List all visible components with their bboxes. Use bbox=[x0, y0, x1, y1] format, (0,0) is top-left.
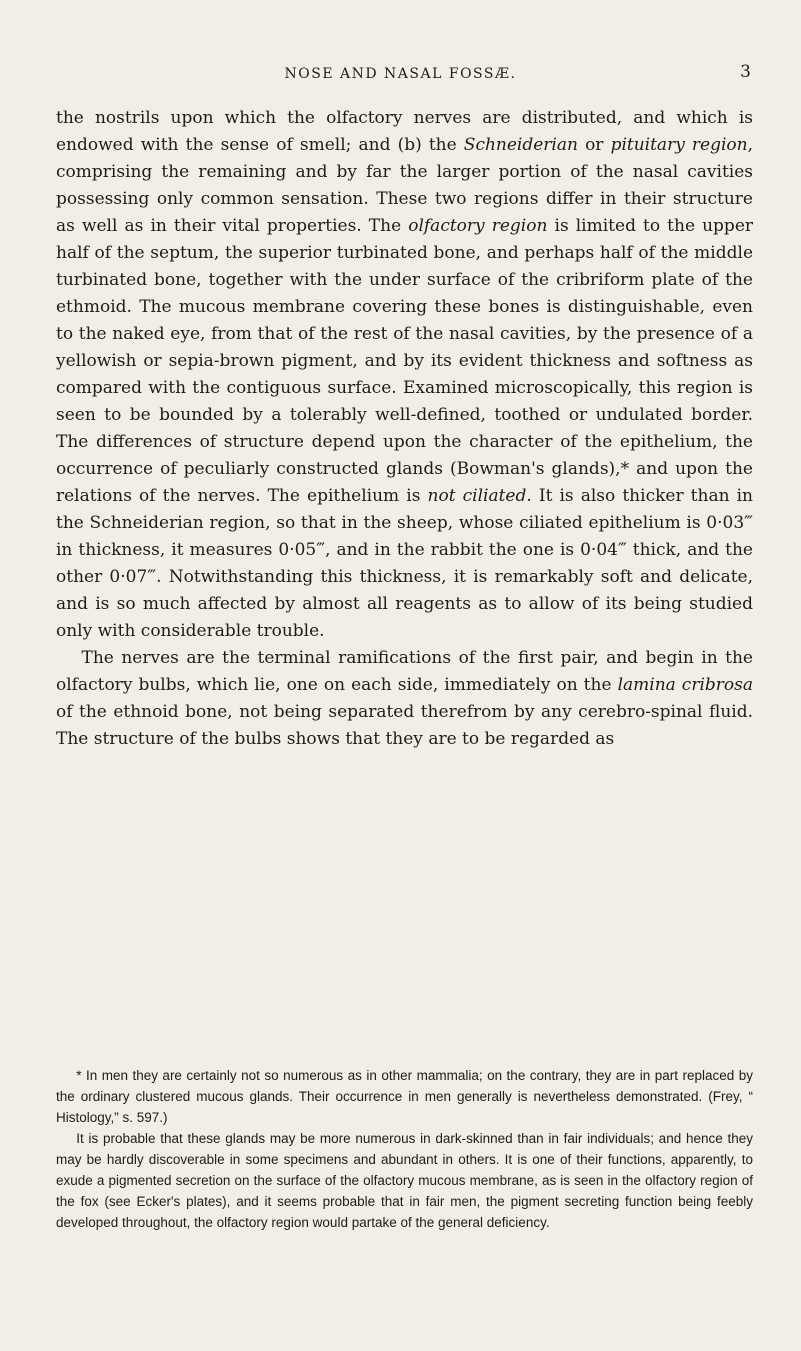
main-text bbox=[56, 105, 753, 753]
paragraph-1 bbox=[56, 105, 753, 645]
page-number: 3 bbox=[740, 62, 751, 82]
text-run: the nostrils upon which the olfactory nerves are distributed, and which is endowed with the sense of smell; and (b) the bbox=[56, 108, 753, 155]
footnote-2: It is probable that these glands may be more numerous in dark-skinned than in fair individuals; and hence they may be hardly discoverable in some specimens and abundant in others. It is one of their functions, apparently, to exude a pigmented secretion on the surface of the olfactory mucous membrane, as is seen in the olfactory region of the fox (see Ecker's plates), and it seems probable that in fair men, the pigment secreting function being feebly developed throughout, the olfactory region would partake of the general deficiency. bbox=[56, 1131, 753, 1230]
term-schneiderian: Schneiderian bbox=[463, 135, 578, 155]
text-run: The nerves are the terminal ramifications of the first pair, and begin in the olfactory bulbs, which lie, one on each side, immediately on the bbox=[56, 648, 753, 695]
text-run: , comprising the remaining and by far the larger portion of the nasal cavities possessing only common sensation. These two regions differ in their structure as well as in their vital properties. The bbox=[56, 135, 754, 236]
term-olfactory-region: olfactory region bbox=[408, 216, 548, 236]
text-run: is limited to the upper half of the septum, the superior turbinated bone, and perhaps half of the middle turbinated bone, together with the under surface of the cribriform plate of the ethmoid. The mucous membrane covering these bones is distinguishable, even to the naked eye, from that of the rest of the nasal cavities, by the presence of a yellowish or sepia-brown pigment, and by its evident thickness and softness as compared with the contiguous surface. Examined microscopically, this region is seen to be bounded by a tolerably well-defined, toothed or undulated border. The differences of structure depend upon the character of the epithelium, the occurrence of peculiarly constructed glands (Bowman's glands),* and upon the relations of the nerves. The epithelium is bbox=[56, 216, 754, 506]
paragraph-2 bbox=[56, 645, 753, 753]
running-header: NOSE AND NASAL FOSSÆ. bbox=[284, 66, 517, 82]
term-pituitary-region: pituitary region bbox=[610, 135, 748, 155]
term-not-ciliated: not ciliated bbox=[427, 486, 527, 506]
text-run: . It is also thicker than in the Schneiderian region, so that in the sheep, whose ciliated epithelium is 0·03‴ in thickness, it measures 0·05‴, and in the rabbit the one is 0·04‴ thick, and the other 0·07‴. Notwithstanding this thickness, it is remarkably soft and delicate, and is so much affected by almost all reagents as to allow of its being studied only with considerable trouble. bbox=[56, 486, 753, 641]
text-run: of the ethnoid bone, not being separated therefrom by any cerebro-spinal fluid. The structure of the bulbs shows that they are to be regarded as bbox=[56, 702, 753, 749]
term-lamina-cribrosa: lamina cribrosa bbox=[617, 675, 753, 695]
footnote-1: * In men they are certainly not so numerous as in other mammalia; on the contrary, they are in part replaced by the ordinary clustered mucous glands. Their occurrence in men generally is nevertheless demonstrated. (Frey, “ Histology,” s. 597.) bbox=[56, 1068, 753, 1125]
text-run: or bbox=[577, 135, 611, 155]
footnotes bbox=[56, 1065, 753, 1233]
